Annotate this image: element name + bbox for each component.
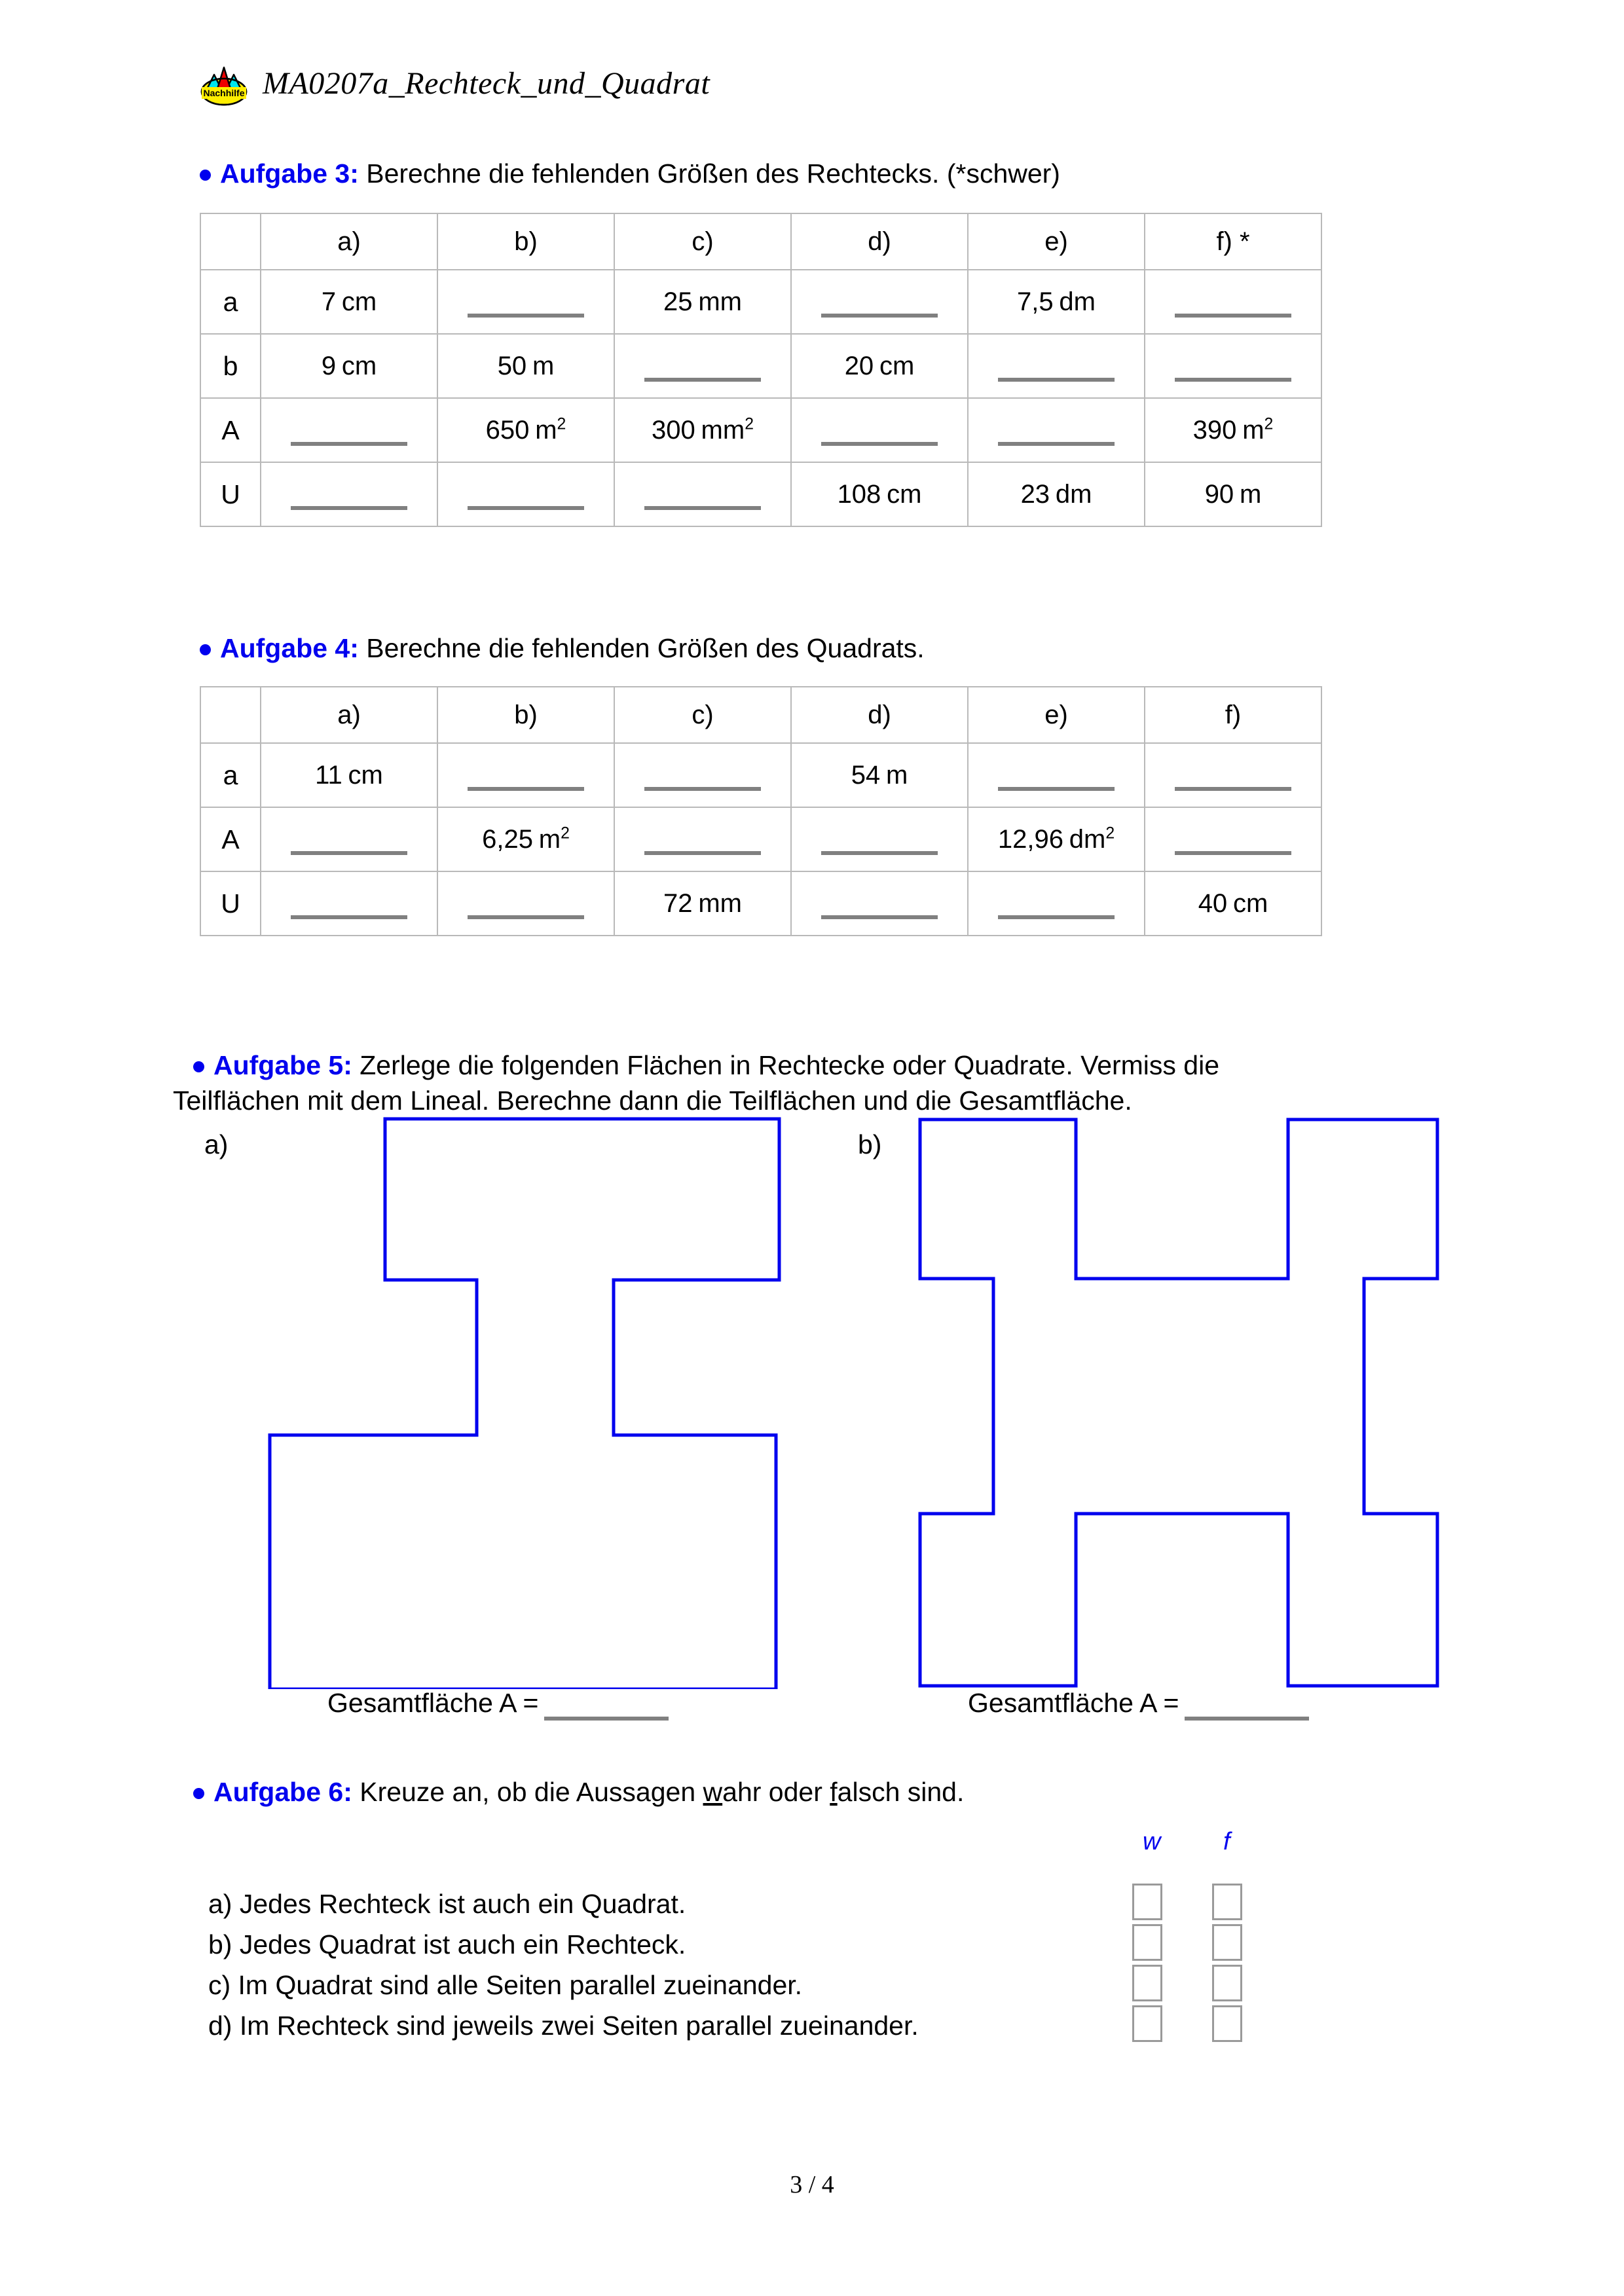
table-cell: 50 m [437,334,614,398]
blank-field[interactable] [468,295,584,318]
column-header: b) [437,213,614,270]
blank-field[interactable] [644,769,761,791]
blank-field[interactable] [821,833,938,855]
total-area-b-blank[interactable] [1185,1698,1309,1721]
table-cell[interactable] [261,462,437,526]
logo-text: Nachhilfe [203,88,245,98]
table-rechteck [200,213,1322,527]
table-cell[interactable] [437,462,614,526]
column-header: f) * [1145,213,1321,270]
blank-field[interactable] [644,833,761,855]
table-cell[interactable] [261,807,437,871]
row-label: U [200,871,261,936]
task-3-label: Aufgabe 3: [220,158,359,189]
checkbox-wahr-c[interactable] [1132,1965,1162,2001]
table-cell: 390 $m^2$ [1145,398,1321,462]
blank-field[interactable] [468,769,584,791]
column-header: e) [968,213,1145,270]
task-5-label: Aufgabe 5: [213,1050,352,1080]
bullet-icon [193,1788,204,1799]
table-cell[interactable] [1145,743,1321,807]
blank-field[interactable] [291,424,407,446]
column-header: d) [791,687,968,743]
statement-b: b) Jedes Quadrat ist auch ein Rechteck. [208,1929,686,1959]
table-cell[interactable] [614,807,791,871]
column-header: f) [1145,687,1321,743]
task-5-heading [173,1048,1437,1118]
table-cell[interactable] [1145,807,1321,871]
blank-field[interactable] [291,897,407,919]
table-cell[interactable] [614,462,791,526]
table-cell[interactable] [791,871,968,936]
table-cell[interactable] [261,398,437,462]
total-area-a [327,1688,669,1721]
column-header: a) [261,213,437,270]
table-row [200,462,1321,526]
blank-field[interactable] [291,833,407,855]
table-cell[interactable] [437,871,614,936]
table-cell[interactable] [1145,334,1321,398]
task-6-underline-f: f [830,1777,838,1807]
table-cell[interactable] [968,743,1145,807]
table-cell: 25 mm [614,270,791,334]
blank-field[interactable] [998,769,1115,791]
shape-b-letter: b) [858,1129,882,1159]
task-6-label: Aufgabe 6: [213,1777,352,1807]
table-cell[interactable] [968,334,1145,398]
blank-field[interactable] [291,488,407,510]
table-cell[interactable] [1145,270,1321,334]
table-cell: 20 cm [791,334,968,398]
table-row [200,807,1321,871]
column-header: c) [614,687,791,743]
bullet-icon [193,1061,204,1072]
task-3-text: Berechne die fehlenden Größen des Rechtecks. (*schwer) [358,158,1060,189]
blank-field[interactable] [1175,769,1291,791]
column-header: e) [968,687,1145,743]
checkbox-wahr-a[interactable] [1132,1884,1162,1920]
total-area-b [968,1688,1309,1721]
task-6-heading [193,1774,964,1810]
checkbox-falsch-a[interactable] [1212,1884,1242,1920]
table-cell: 9 cm [261,334,437,398]
table-cell: 650 $m^2$ [437,398,614,462]
table-quadrat [200,686,1322,936]
blank-field[interactable] [998,359,1115,382]
task-4-text: Berechne die fehlenden Größen des Quadrats. [358,633,925,663]
table-cell[interactable] [614,334,791,398]
task-5-text-line1: Zerlege die folgenden Flächen in Rechtecke oder Quadrate. Vermiss die [352,1050,1220,1080]
column-header: b) [437,687,614,743]
table-cell: 54 m [791,743,968,807]
table-cell[interactable] [791,398,968,462]
row-label: A [200,398,261,462]
table-cell: 300 $mm^2$ [614,398,791,462]
table-header-row [200,213,1321,270]
shape-b-path [920,1120,1437,1686]
table-cell[interactable] [791,270,968,334]
task-4-heading [200,630,925,666]
table-row [200,871,1321,936]
total-area-b-label: Gesamtfläche A = [968,1688,1179,1718]
row-label: a [200,270,261,334]
shape-a-figure [262,1113,799,1692]
blank-field[interactable] [1175,833,1291,855]
table-cell[interactable] [968,398,1145,462]
blank-field[interactable] [821,424,938,446]
statement-a: a) Jedes Rechteck ist auch ein Quadrat. [208,1889,686,1919]
column-header [200,687,261,743]
page-footer: 3 / 4 [790,2171,834,2198]
total-area-a-label: Gesamtfläche A = [327,1688,539,1718]
table-cell: 7,5 dm [968,270,1145,334]
blank-field[interactable] [1175,359,1291,382]
row-label: b [200,334,261,398]
table-cell: 23 dm [968,462,1145,526]
table-cell[interactable] [437,743,614,807]
table-cell: 108 cm [791,462,968,526]
statement-d: d) Im Rechteck sind jeweils zwei Seiten parallel zueinander. [208,2011,919,2041]
blank-field[interactable] [468,488,584,510]
column-header-wahr: w [1143,1828,1161,1855]
shape-a-path [270,1119,779,1689]
blank-field[interactable] [644,488,761,510]
blank-field[interactable] [468,897,584,919]
table-cell: 7 cm [261,270,437,334]
column-header: d) [791,213,968,270]
table-cell: 11 cm [261,743,437,807]
table-cell[interactable] [437,270,614,334]
task-6-text-before: Kreuze an, ob die Aussagen [352,1777,703,1807]
document-title: MA0207a_Rechteck_und_Quadrat [263,65,710,101]
table-row [200,743,1321,807]
table-cell[interactable] [968,871,1145,936]
checkbox-falsch-b[interactable] [1212,1924,1242,1961]
total-area-a-blank[interactable] [544,1698,669,1721]
blank-field[interactable] [644,359,761,382]
task-4-label: Aufgabe 4: [220,633,359,663]
table-cell[interactable] [261,871,437,936]
column-header: c) [614,213,791,270]
task-5-text-line2: Teilflächen mit dem Lineal. Berechne dann die Teilflächen und die Gesamtfläche. [173,1085,1132,1116]
table-cell[interactable] [614,743,791,807]
task-6-underline-w: w [703,1777,723,1807]
row-label: A [200,807,261,871]
blank-field[interactable] [998,897,1115,919]
page-header [200,59,710,107]
blank-field[interactable] [998,424,1115,446]
statement-c: c) Im Quadrat sind alle Seiten parallel zueinander. [208,1970,803,2000]
row-label: U [200,462,261,526]
bullet-icon [200,644,211,655]
table-cell[interactable] [791,807,968,871]
shape-a-letter: a) [204,1129,229,1159]
blank-field[interactable] [821,897,938,919]
table-cell: 40 cm [1145,871,1321,936]
table-row [200,334,1321,398]
row-label: a [200,743,261,807]
table-cell: 12,96 $dm^2$ [968,807,1145,871]
checkbox-wahr-d[interactable] [1132,2005,1162,2042]
task-6-text-after: alsch sind. [837,1777,965,1807]
shape-b-figure [913,1113,1457,1692]
column-header [200,213,261,270]
task-6-text-mid: ahr oder [722,1777,830,1807]
table-cell: 6,25 $m^2$ [437,807,614,871]
table-cell: 72 mm [614,871,791,936]
table-row [200,398,1321,462]
blank-field[interactable] [821,295,938,318]
column-header: a) [261,687,437,743]
nachhilfe-logo-icon [200,59,248,107]
table-row [200,270,1321,334]
blank-field[interactable] [1175,295,1291,318]
table-cell: 90 m [1145,462,1321,526]
checkbox-falsch-d[interactable] [1212,2005,1242,2042]
checkbox-falsch-c[interactable] [1212,1965,1242,2001]
checkbox-wahr-b[interactable] [1132,1924,1162,1961]
task-3-heading [200,156,1060,191]
table-header-row [200,687,1321,743]
bullet-icon [200,170,211,181]
column-header-falsch: f [1223,1828,1230,1855]
